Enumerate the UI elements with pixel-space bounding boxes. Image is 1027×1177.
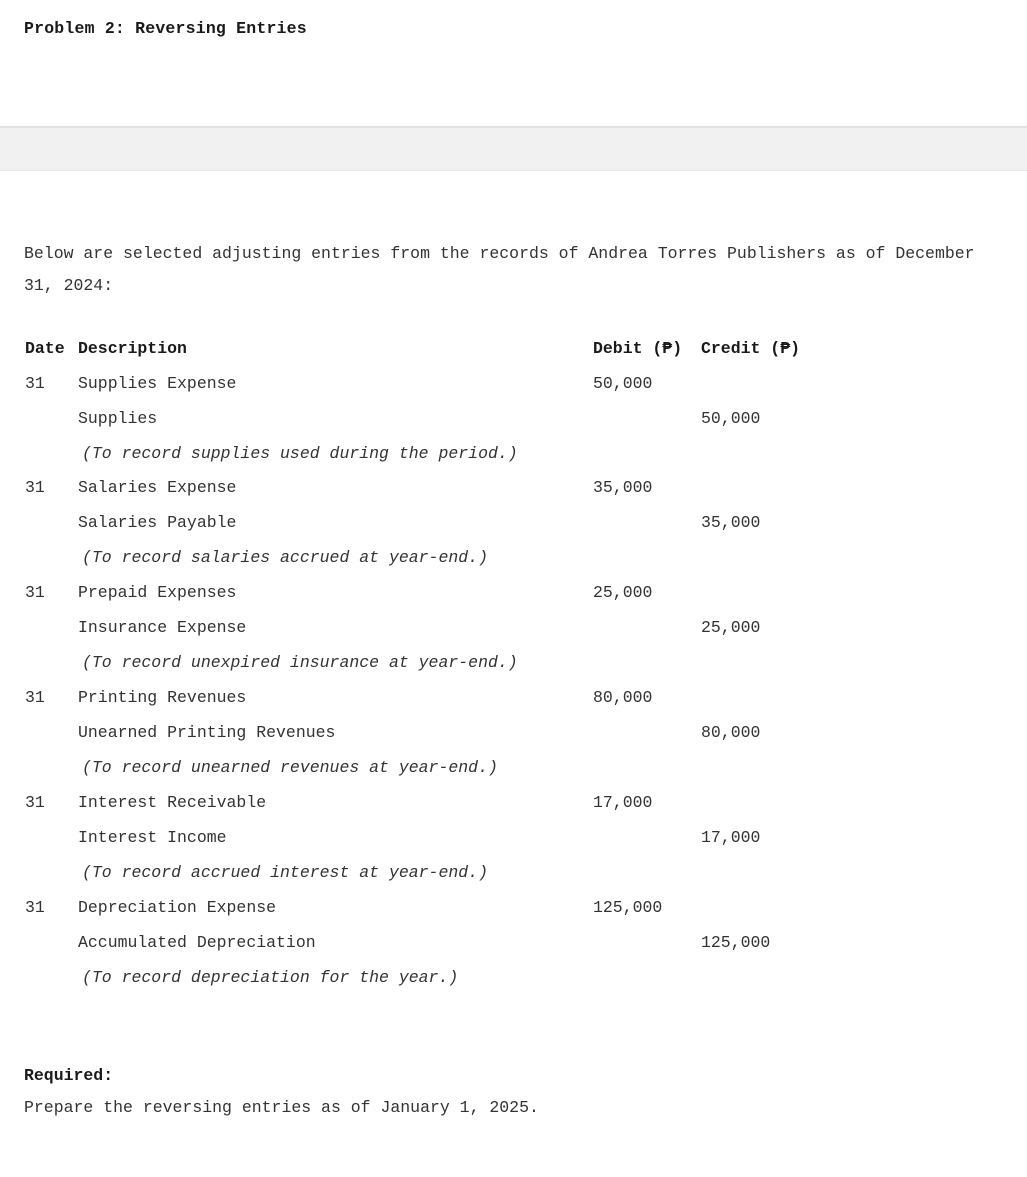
header-debit: Debit (₱) (593, 339, 683, 358)
entry-date: 31 (25, 688, 45, 707)
intro-text: Below are selected adjusting entries from the records of Andrea Torres Publishers as of December 31, 2024: (24, 244, 975, 295)
debit-account: Interest Receivable (78, 793, 267, 812)
debit-account: Supplies Expense (78, 374, 237, 393)
entry-credit-row (0, 508, 1027, 538)
entry-explanation-row (0, 439, 1027, 469)
entry-date: 31 (25, 583, 45, 602)
debit-account: Prepaid Expenses (78, 583, 237, 602)
debit-account: Depreciation Expense (78, 898, 277, 917)
entry-debit-row (0, 893, 1027, 923)
credit-account: Insurance Expense (78, 618, 247, 637)
entry-credit-row (0, 613, 1027, 643)
problem-title: Problem 2: Reversing Entries (24, 19, 307, 38)
credit-account: Accumulated Depreciation (78, 933, 316, 952)
entry-explanation: (To record unexpired insurance at year-end.) (82, 653, 518, 672)
entry-debit-row (0, 578, 1027, 608)
credit-account: Interest Income (78, 828, 227, 847)
entry-explanation: (To record depreciation for the year.) (82, 968, 459, 987)
debit-amount: 35,000 (593, 478, 653, 497)
debit-amount: 80,000 (593, 688, 653, 707)
debit-account: Salaries Expense (78, 478, 237, 497)
entry-date: 31 (25, 478, 45, 497)
entry-explanation-row (0, 858, 1027, 888)
debit-amount: 25,000 (593, 583, 653, 602)
entry-credit-row (0, 718, 1027, 748)
credit-amount: 25,000 (701, 618, 761, 637)
credit-amount: 35,000 (701, 513, 761, 532)
required-label: Required: (24, 1066, 114, 1085)
section-divider (0, 126, 1027, 171)
entry-date: 31 (25, 374, 45, 393)
credit-amount: 80,000 (701, 723, 761, 742)
entry-explanation: (To record accrued interest at year-end.) (82, 863, 488, 882)
debit-account: Printing Revenues (78, 688, 247, 707)
header-date: Date (25, 339, 65, 358)
debit-amount: 125,000 (593, 898, 663, 917)
entry-explanation: (To record unearned revenues at year-end.) (82, 758, 498, 777)
entry-credit-row (0, 823, 1027, 853)
entry-explanation-row (0, 963, 1027, 993)
credit-account: Salaries Payable (78, 513, 237, 532)
entry-date: 31 (25, 793, 45, 812)
entry-explanation-row (0, 543, 1027, 573)
entry-debit-row (0, 683, 1027, 713)
debit-amount: 50,000 (593, 374, 653, 393)
entry-credit-row (0, 404, 1027, 434)
header-description: Description (78, 339, 187, 358)
entry-explanation-row (0, 648, 1027, 678)
credit-amount: 17,000 (701, 828, 761, 847)
required-instruction: Prepare the reversing entries as of January 1, 2025. (24, 1098, 539, 1117)
credit-account: Supplies (78, 409, 158, 428)
credit-amount: 50,000 (701, 409, 761, 428)
entry-credit-row (0, 928, 1027, 958)
entry-date: 31 (25, 898, 45, 917)
entry-explanation: (To record salaries accrued at year-end.) (82, 548, 488, 567)
header-credit: Credit (₱) (701, 339, 801, 358)
credit-amount: 125,000 (701, 933, 771, 952)
entry-explanation: (To record supplies used during the period.) (82, 444, 518, 463)
entry-debit-row (0, 369, 1027, 399)
credit-account: Unearned Printing Revenues (78, 723, 336, 742)
debit-amount: 17,000 (593, 793, 653, 812)
entry-explanation-row (0, 753, 1027, 783)
entry-debit-row (0, 473, 1027, 503)
entry-debit-row (0, 788, 1027, 818)
